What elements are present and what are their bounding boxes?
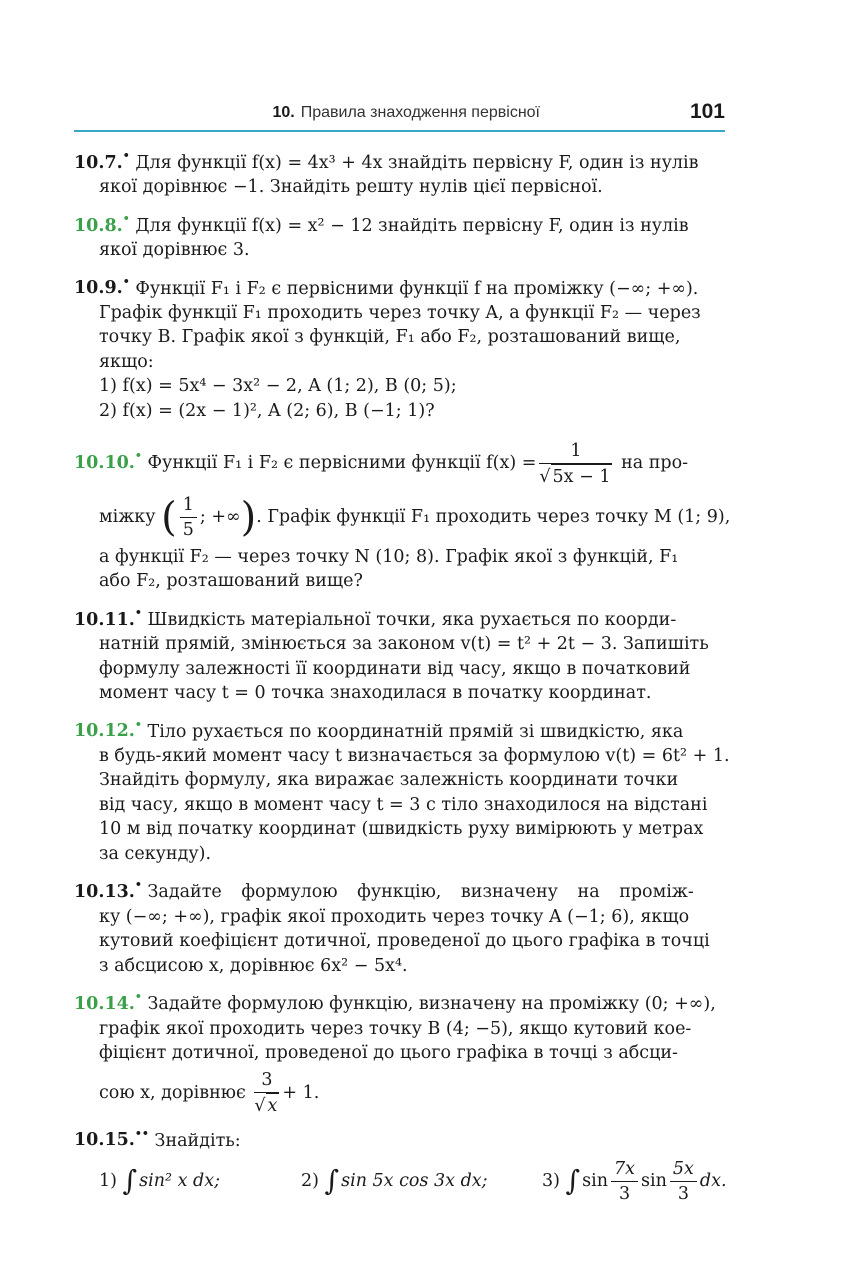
exercise-subitem: 1) f(x) = 5x⁴ − 3x² − 2, A (1; 2), B (0; 5); [99,376,457,397]
integral-item-1: 1) ∫ sin² x dx; [99,1163,220,1197]
exercise-text: Задайте формулою функцію, визначену на проміж- [147,882,694,903]
page-header [74,98,725,132]
exercise-text: якщо: [99,351,154,372]
exercise-number: 10.13.• [74,878,142,903]
exercise-10-13 [74,875,726,978]
integral-item-2: 2) ∫ sin 5x cos 3x dx; [301,1163,488,1197]
exercise-10-11 [74,603,726,706]
exercise-text: точку B. Графік якої з функцій, F₁ або F₂, розташований вище, [99,327,681,348]
exercise-text: Швидкість матеріальної точки, яка рухається по коорди- [147,609,677,630]
exercise-number: 10.12.• [74,717,142,742]
exercise-text: момент часу t = 0 точка знаходилася в початку координат. [99,683,652,704]
exercise-number: 10.10.• [74,449,142,474]
exercise-number: 10.7.• [74,149,130,173]
exercise-text: за секунду). [99,843,212,864]
fraction: $\frac{7x}{3}$ [611,1157,638,1206]
exercise-number: 10.15.•• [74,1126,149,1151]
exercise-text: якої дорівнює −1. Знайдіть решту нулів цієї первісної. [99,177,603,198]
exercise-text: Для функції f(x) = x² − 12 знайдіть первісну F, один із нулів [135,215,689,236]
exercise-text: Функції F₁ і F₂ є первісними функції f(x) = [147,453,537,474]
section-number: 10. [272,104,295,121]
exercise-text: з абсцисою x, дорівнює 6x² − 5x⁴. [99,955,408,976]
exercise-10-14: 10.14.• Задайте формулою функцію, визначену на проміжку (0; +∞), графік якої проходить через точку B (4; −5), якщо кутовий кое- фіцієнт дотичної, проведеної до цього графіка в точці з абсци- сою x, дорівнює $\frac{3}{√ x}$ + 1. [74,987,726,1119]
exercise-text: . Графік функції F₁ проходить через точку M (1; 9), [256,506,731,527]
exercise-10-12 [74,715,730,867]
exercise-text: в будь-який момент часу t визначається за формулою v(t) = 6t² + 1. [99,745,730,766]
exercise-10-8 [74,209,726,263]
fraction: $\frac{1}{5}$ [180,493,197,542]
integral-items [74,1153,726,1209]
fraction: $\frac{3}{√ x}$ [254,1070,278,1117]
exercise-text: графік якої проходить через точку B (4; −5), якщо кутовий кое- [99,1018,692,1039]
exercise-text: сою x, дорівнює [99,1082,246,1103]
exercise-text: Тіло рухається по координатній прямій зі швидкістю, яка [147,721,684,742]
exercise-number: 10.8.• [74,211,130,236]
exercise-text: а функції F₂ — через точку N (10; 8). Графік якої з функцій, F₁ [99,546,679,567]
header-rule [74,130,725,132]
exercise-text: Графік функції F₁ проходить через точку A, а функції F₂ — через [99,302,701,323]
page-number: 101 [689,100,725,123]
exercise-number: 10.14.• [74,990,142,1015]
exercise-text: Задайте формулою функцію, визначену на проміжку (0; +∞), [147,994,716,1015]
exercise-text: фіцієнт дотичної, проведеної до цього графіка в точці з абсци- [99,1043,678,1064]
exercise-text: Функції F₁ і F₂ є первісними функції f на проміжку (−∞; +∞). [135,278,699,299]
exercise-10-15 [74,1124,726,1209]
exercise-text: ку (−∞; +∞), графік якої проходить через точку A (−1; 6), якщо [99,906,690,927]
exercise-text: або F₂, розташований вище? [99,571,363,592]
exercise-text: якої дорівнює 3. [99,240,250,261]
exercise-text: від часу, якщо в момент часу t = 3 с тіло знаходилося на відстані [99,794,708,815]
exercise-list [74,146,731,1209]
section-title: Правила знаходження первісної [300,104,540,121]
exercise-text: Знайдіть формулу, яка виражає залежність координати точки [99,770,679,791]
exercise-text: на про- [621,453,689,474]
exercise-text: міжку [99,506,156,527]
exercise-text: Знайдіть: [154,1130,241,1151]
exercise-10-9 [74,272,726,424]
exercise-text: натній прямій, змінюється за законом v(t) = t² + 2t − 3. Запишіть [99,634,709,655]
exercise-number: 10.11.• [74,605,142,630]
exercise-text: кутовий коефіцієнт дотичної, проведеної до цього графіка в точці [99,931,710,952]
fraction: $\frac{5x}{3}$ [670,1157,697,1206]
exercise-text: 10 м від початку координат (швидкість руху вимірюють у метрах [99,819,704,840]
exercise-10-10: 10.10.• Функції F₁ і F₂ є первісними функції f(x) = $\frac{1}{√ 5x - 1}$ на про- міжку ( $\frac{1}{5}$ ; +∞). Графік функції F₁ проходить через точку M (1; 9), а функції F₂ — через точку N (10; 8). Графік якої з функцій, F₁ або F₂, розташований вище? [74,433,726,593]
exercise-subitem: 2) f(x) = (2x − 1)², A (2; 6), B (−1; 1)? [99,400,435,421]
exercise-10-7 [74,146,726,200]
exercise-text: формулу залежності її координати від часу, якщо в початковий [99,658,691,679]
exercise-number: 10.9.• [74,274,130,299]
exercise-text: Для функції f(x) = 4x³ + 4x знайдіть первісну F, один із нулів [135,152,699,173]
integral-item-3: 3) ∫ sin $\frac{7x}{3}$ sin $\frac{5x}{3}$ dx. [542,1158,727,1204]
fraction: $\frac{1}{√ 5x - 1}$ [539,440,611,487]
running-title [272,104,540,122]
